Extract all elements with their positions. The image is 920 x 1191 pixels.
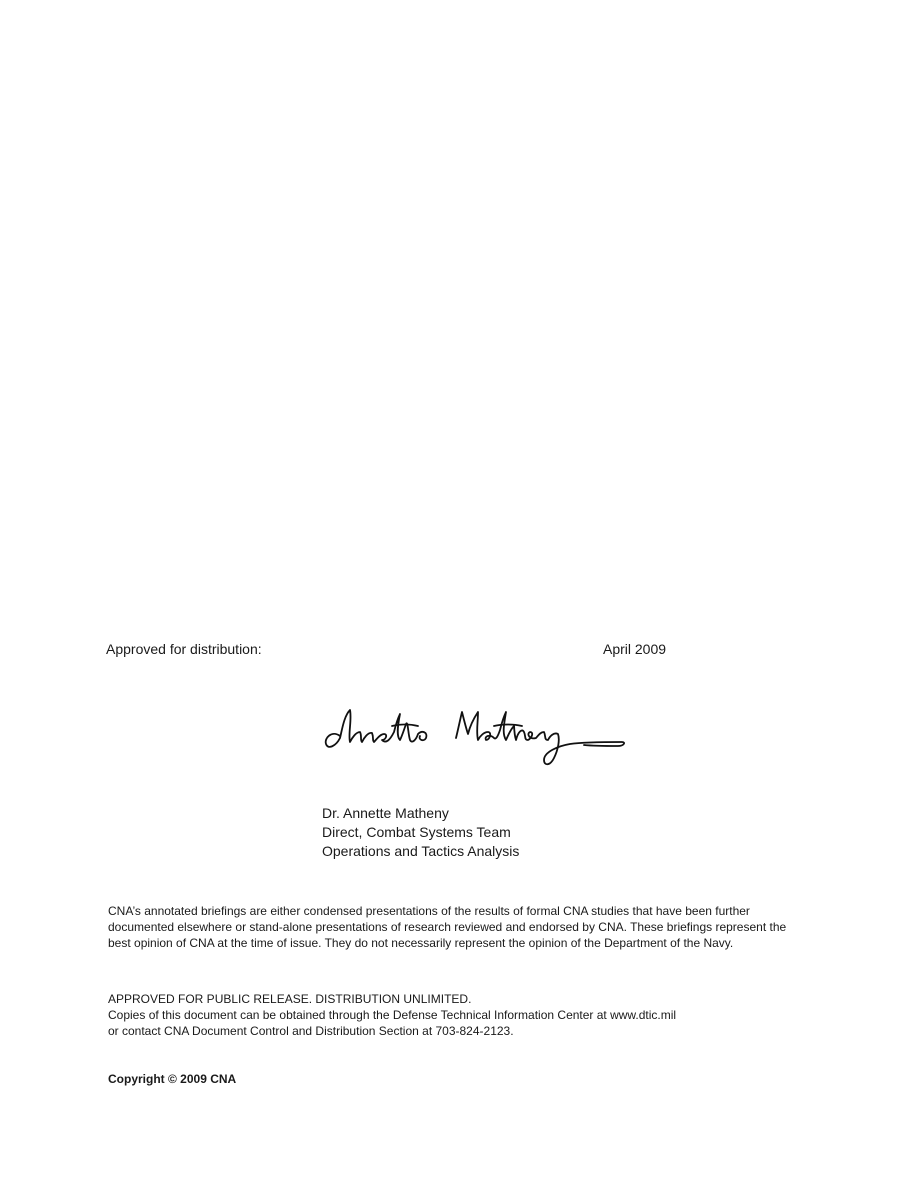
approval-row — [106, 641, 686, 661]
cna-contact-line: or contact CNA Document Control and Distribution Section at 703-824-2123. — [108, 1024, 514, 1038]
signatory-name: Dr. Annette Matheny — [322, 805, 449, 821]
approval-date: April 2009 — [603, 641, 667, 657]
signatory-block — [322, 804, 519, 861]
signatory-department: Operations and Tactics Analysis — [322, 843, 520, 859]
dtic-copies-line: Copies of this document can be obtained through the Defense Technical Information Center at www.dtic.mil — [108, 1008, 677, 1022]
copyright-notice: Copyright © 2009 CNA — [108, 1072, 237, 1086]
release-notice — [108, 991, 812, 1039]
handwritten-signature — [318, 700, 638, 772]
release-statement: APPROVED FOR PUBLIC RELEASE. DISTRIBUTION UNLIMITED. — [108, 992, 472, 1006]
signatory-title: Direct, Combat Systems Team — [322, 824, 511, 840]
approval-label: Approved for distribution: — [106, 641, 262, 657]
disclaimer-paragraph: CNA’s annotated briefings are either condensed presentations of the results of formal CNA studies that have been further documented elsewhere or stand-alone presentations of research reviewed and endorsed by CNA. These briefings represent the best opinion of CNA at the time of issue. They do not necessarily represent the opinion of the Department of the Navy. — [108, 904, 787, 950]
